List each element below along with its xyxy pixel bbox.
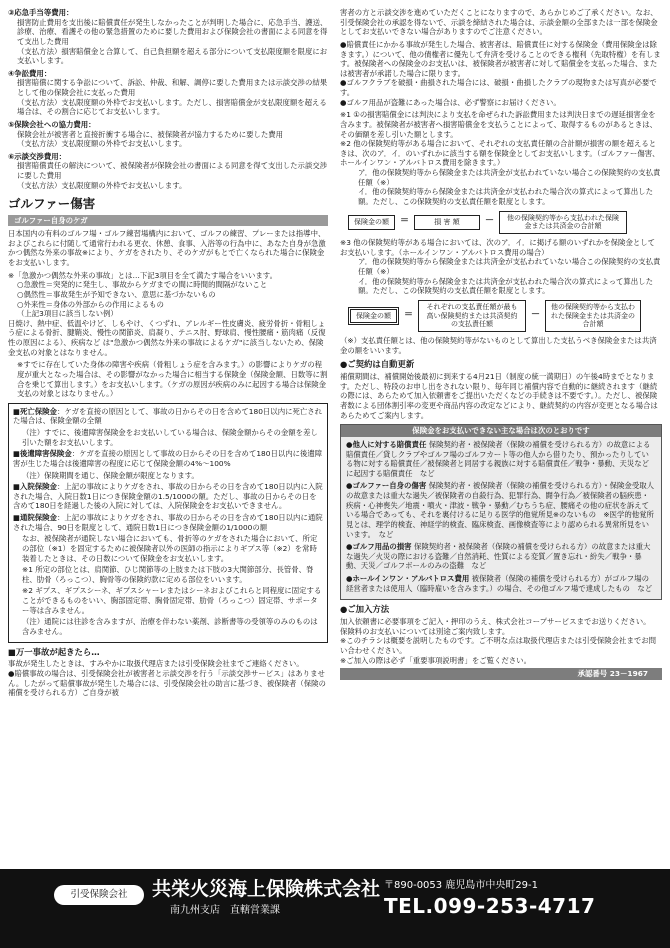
exclusion-item: ●ホールインワン・アルバトロス費用 被保険者（保険の補償を受けられる方）がゴルフ場の経営者または使用人（臨時雇いを含みます。）の場合、その他ゴルフ場で達成したもの など — [346, 574, 653, 593]
formula-note: （※）支払責任額とは、他の保険契約等がないものとして算出した支払うべき保険金または共済金の額をいいます。 — [340, 336, 657, 355]
underwriter-tag: 引受保険会社 — [54, 885, 144, 905]
accident-body: 事故が発生したときは、すみやかに取扱代理店または引受保険会社までご連絡ください。 — [8, 659, 304, 669]
renewal-title: ●ご契約は自動更新 — [340, 359, 415, 370]
golfer-injury-intro: 日本国内の有料のゴルフ場・ゴルフ練習場構内において、ゴルフの練習、プレーまたは指導中、およびこれらに付随して通常行われる更衣、休憩、食事、入浴等の行為中に、あなた自身が急激かつ偶然な外来の事故※により、ケガをされたり、そのケガがもとで亡くなられた場合に保険金をお支払いします。 — [8, 229, 326, 267]
right-column — [340, 8, 662, 866]
cost-item-note: （支払方法）支払限度額の外枠でお支払いします。 — [17, 180, 187, 190]
renewal-body: 補償期間は、補償開始後最初に到来する4月21日（制度の統一満期日）の午後4時までとなります。ただし、特段のお申し出をされない限り、毎年同じ補償内容で自動的に継続されます（継続の際には、あらためて加入依頼書をご提出いただくなどの手続きは不要です。）。ただし、被保険者数による団体割引率の変更や商品内容の改定などにより、継続契約の内容が変更となる場合はあらためてご案内します。 — [340, 372, 658, 420]
cost-item-body: 損害賠償に関する争訟について、訴訟、仲裁、和解、調停に要した費用または示談交渉の結果として他の保険会社に支払った費用 — [17, 78, 328, 97]
formula-minus: － — [531, 310, 541, 321]
benefit-footnote: （注）通院には往診を含みますが、治療を伴わない薬剤、診断書等の受領等のみのものは含みません。 — [22, 617, 318, 636]
formula-amount: それぞれの支払責任額が最も高い保険契約または共済契約の支払責任額 — [418, 300, 526, 332]
exclusions-body — [341, 437, 661, 599]
golfer-injury-bar: ゴルファー自身のケガ — [8, 215, 328, 227]
footnote-3: ※3 他の保険契約等がある場合においては、次のア．イ．に掲げる額のいずれかを保険金としてお支払いします。（ホールインワン・アルバトロス費用の場合） — [340, 238, 656, 257]
definition-item: ○外来性＝身体の外部からの作用によるもの — [17, 299, 164, 309]
outpatient-benefit-note: なお、被保険者が通院しない場合においても、骨折等のケガをされた場合において、所定の部位（※1）を固定するために被保険者以外の医師の指示によりギプス等（※2）を常時装着したときは、その日数について保険金をお支払いします。 — [22, 534, 318, 563]
join-line: ※ご加入の際は必ず「重要事項説明書」をご覧ください。 — [340, 655, 531, 665]
bullet-item: ●賠償責任にかかる事故が発生した場合、被害者は、賠償責任に対する保険金（費用保険金は除きます。）について、他の債権者に優先して弁済を受けることのできる権利（先取特権）を有します。被保険者への保険金のお支払いは、被保険者が被害者に対して賠償金を支払った場合、または被害者が承諾した場合に限ります。 — [340, 39, 661, 78]
cost-item-head: ④争訟費用： — [8, 68, 52, 78]
join-title: ●ご加入方法 — [340, 604, 390, 615]
death-benefit-note: （注）すでに、後遺障害保険金をお支払いしている場合は、保険金額からその金額を差し引いた額をお支払いします。 — [22, 428, 318, 447]
footnote-1: ※1 ①の損害賠償金には判決により支払を命ぜられた訴訟費用または判決日までの遅延損害金を含みます。被保険者が被害者へ損害賠償金を支払うことによって、取得するものがあるときは、その価額を差し引いた額とします。 — [340, 110, 658, 139]
formula-minus: － — [485, 216, 495, 227]
footnote-2: ※2 他の保険契約等がある場合において、それぞれの支払責任額の合計額が損害の額を超えるときは、次のア．イ．のいずれかに該当する額を保険金としてお支払いします。（ゴルファー傷害、ホールインワン・アルバトロス費用を除きます。） — [340, 139, 660, 168]
disability-benefit: ■後遺障害保険金：ケガを直接の原因として事故の日からその日を含めて180日以内に後遺障害が生じた場合は後遺障害の程度に応じて保険金額の4%～100% — [13, 449, 323, 468]
cost-item-body: 損害防止費用を支出後に賠償責任が発生しなかったことが判明した場合に、応急手当、護送、診療、治療、看護その他の緊急措置のために要した費用および保険会社の書面による同意を得て支出した費用 — [17, 17, 328, 46]
formula-other: 他の保険契約等から支払われた保険金または共済金の合計額 — [545, 300, 641, 332]
golfer-injury-title: ゴルファー傷害 — [8, 196, 96, 212]
accident-definition: ※「急激かつ偶然な外来の事故」とは…下記3項目を全て満たす場合をいいます。 — [8, 270, 277, 280]
case-b: イ．他の保険契約等から保険金または共済金が支払われた場合次の算式によって算出した額。ただし、この保険契約の支払責任額を限度とします。 — [358, 187, 653, 206]
formula-2 — [348, 300, 662, 332]
exclusions-box — [340, 424, 662, 600]
cost-item-note: （支払方法）損害賠償金と合算して、自己負担額を超える部分について支払限度額を限度にお支払いします。 — [17, 46, 328, 66]
outpatient-benefit: ■通院保険金：上記の事故によりケガをされ、事故の日からその日を含めて180日以内に通院された場合、90日を限度として、通院日数1日につき保険金額の1/1000の額 — [13, 513, 323, 532]
accident-note: ●賠償事故の場合は、引受保険会社が被害者と示談交渉を行う「示談交渉サービス」はありません。したがって賠償事故が発生した場合には、引受保険会社の助言に基づき、被保険者（保険の補償を受けられる方）ご自身が被 — [8, 669, 326, 698]
bullet-item: ●ゴルフクラブを破損・曲損された場合には、破損・曲損したクラブの現物または写真が必要です。 — [340, 78, 657, 97]
branch-name: 南九州支店 直轄営業課 — [170, 905, 280, 916]
join-line: 保険料のお支払いについては別途ご案内致します。 — [340, 626, 510, 636]
cost-item-note: （支払方法）支払限度額の外枠でお支払いします。ただし、損害賠償金が支払限度額を超える場合は、その割合に応じてお支払いします。 — [17, 97, 327, 117]
exclusion-item: ●他人に対する賠償責任 保険契約者・被保険者（保険の補償を受けられる方）の故意による賠償責任／貸しクラブやゴルフ場のゴルフカート等の他人から借りたり、預かったりしている物に対する賠償責任／被保険者と同居する親族に対する賠償責任／戦争・暴動、天災などに起因する賠償責任 など — [346, 439, 651, 478]
company-address: 〒890-0053 鹿児島市中央町29-1 — [384, 880, 539, 891]
disability-benefit-note: （注）保険期間を通じ、保険金額が限度となります。 — [22, 470, 199, 480]
cost-item-6 — [8, 152, 328, 191]
death-benefit: ■死亡保険金：ケガを直接の原因として、事故の日からその日を含めて180日以内に死亡された場合は、保険金額の全額 — [13, 406, 323, 426]
exclusion-item: ●ゴルファー自身の傷害 保険契約者・被保険者（保険の補償を受けられる方）・保険金受取人の故意または重大な過失／被保険者の自殺行為、犯罪行為、闘争行為／被保険者の脳疾患・疾病・心神喪失／地震・噴火・津波・戦争・暴動／むちうち症、腰痛その他の症状を訴えている場合であっても、それを裏付けるに足りる医学的他覚所見※のないもの ※医学的他覚所見とは、理学的検査、神経学的検査、臨床検査、画像検査等により認められる異常所見をいいます。 など — [346, 481, 654, 539]
cost-item-3 — [8, 8, 328, 66]
approval-number: 承認番号 23－1967 — [340, 668, 662, 680]
benefits-box — [8, 403, 328, 643]
formula-1 — [348, 211, 662, 235]
definition-item: ○急激性＝突発的に発生し、事故からケガまでの間に時間的間隔がないこと — [17, 280, 268, 290]
settlement-note: 害者の方と示談交渉を進めていただくことになりますので、あらかじめご了承ください。なお、引受保険会社の承認を得ないで、示談を締結された場合は、示談金額の全部または一部を保険金としてお支払いできない場合がありますのでご注意ください。 — [340, 8, 658, 37]
cost-item-4 — [8, 69, 328, 117]
exclusion-item: ●ゴルフ用品の損害 保険契約者・被保険者（保険の補償を受けられる方）の故意または重大な過失／火災の際における盗難／自然消耗、性質による変質／置き忘れ・紛失／戦争・暴動、天災／ゴルフボールのみの盗難 など — [346, 542, 651, 571]
cost-item-body: 損害賠償責任の解決について、被保険者が保険会社の書面による同意を得て支出した示談交渉に要した費用 — [17, 161, 328, 180]
bullet-item: ●ゴルフ用品が盗難にあった場合は、必ず警察にお届けください。 — [340, 97, 561, 107]
cost-item-5 — [8, 120, 328, 149]
cost-item-head: ③応急手当等費用： — [8, 8, 74, 17]
formula-other: 他の保険契約等から支払われた保険金または共済金の合計額 — [499, 211, 627, 235]
case-b2: イ．他の保険契約等から保険金または共済金が支払われた場合次の算式によって算出した額。ただし、この保険契約の支払責任額を限度とします。 — [358, 276, 653, 296]
pre-existing-note: ※すでに存在していた身体の障害や疾病（骨粗しょう症を含みます。）の影響によりケガの程度が重大となった場合は、その影響がなかった場合に相当する保険金（保険金額、日数等に割合を乗じて算出します。）をお支払いします。（ケガの原因が疾病のみに起因する場合は保険金支払の対象とはなりません。） — [17, 360, 328, 399]
non-applicable-heading: （上記3項目に該当しない例） — [17, 309, 118, 319]
formula-equals: ＝ — [404, 310, 414, 321]
cost-item-head: ⑥示談交渉費用： — [8, 151, 66, 161]
company-phone[interactable]: TEL.099-253-4717 — [384, 894, 596, 918]
formula-equals: ＝ — [400, 216, 410, 227]
join-body: 加入依頼書に必要事項をご記入・押印のうえ、株式会社コープサービスまでお送りください。 — [340, 617, 651, 627]
left-column — [8, 8, 328, 866]
cost-item-head: ⑤保険会社への協力費用： — [8, 119, 96, 129]
cost-item-note: （支払方法）支払限度額の外枠でお支払いします。 — [17, 139, 187, 149]
formula-amount: 損 害 額 — [414, 215, 480, 230]
footer — [0, 869, 670, 948]
case-a: ア．他の保険契約等から保険金または共済金が支払われていない場合この保険契約の支払責任額（※） — [358, 168, 661, 187]
formula-label: 保険金の額 — [348, 307, 399, 326]
exclusions-title: 保険金をお支払いできない主な場合は次のとおりです — [341, 425, 661, 437]
accident-title: ■万一事故が起きたら… — [8, 646, 100, 657]
case-a2: ア．他の保険契約等から保険金または共済金が支払われていない場合この保険契約の支払責任額（※） — [358, 257, 661, 276]
company-name: 共栄火災海上保険株式会社 — [152, 878, 381, 900]
cost-item-body: 保険会社が被害者と直接折衝する場合に、被保険者が協力するために要した費用 — [17, 129, 284, 139]
benefit-footnote: ※1 所定の部位とは、肩関節、ひじ関節等の上肢または下肢の3大関節部分、長管骨、脊柱、肋骨（ろっこつ）、胸骨等の保険約款に定める部位をいいます。 — [22, 565, 314, 584]
formula-label: 保険金の額 — [348, 215, 395, 230]
join-line: ※このチラシは概要を説明したものです。ご不明な点は取扱代理店または引受保険会社までお問い合わせください。 — [340, 636, 657, 656]
benefit-footnote: ※2 ギプス、ギプスシーネ、ギプスシャーレまたはシーネおよびこれらと同程度に固定することができるものをいい、胸部固定帯、胸骨固定帯、肋骨（ろっこつ）固定帯、サポーター等は含みません。 — [22, 586, 322, 615]
non-applicable-examples: 日焼け、熱中症、低温やけど、しもやけ、くつずれ、アレルギー性皮膚炎、疲労骨折・骨粗しょう症による骨折、腱鞘炎、慢性の関節炎、肩凝り、テニス肘、野球肩、慢性腰痛・筋肉痛（反復性の原因による）、疾病など は"急激かつ偶然な外来の事故によるケガ"に該当しないため、保険金支払の対象とはなりません。 — [8, 318, 326, 357]
hospital-benefit: ■入院保険金：上記の事故によりケガをされ、事故の日からその日を含めて180日以内に入院された場合、入院日数1日につき保険金額の1.5/1000の額。ただし、事故の日からその日を含めて180日を経過した後の入院に対しては、入院保険金をお支払いできません。 — [13, 482, 323, 511]
definition-item: ○偶然性＝事故発生が予知できない、意思に基づかないもの — [17, 289, 216, 299]
